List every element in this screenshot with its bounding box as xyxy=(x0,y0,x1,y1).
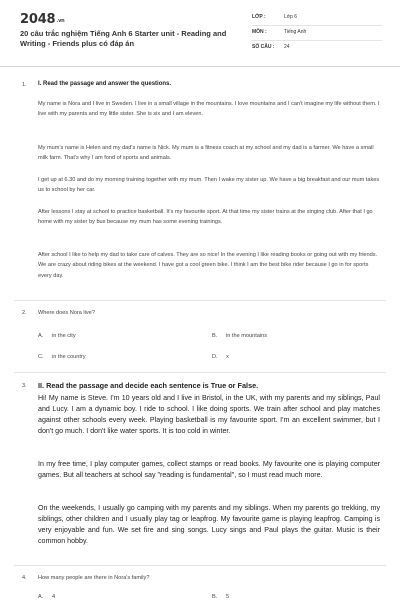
option-letter: A. xyxy=(38,333,44,339)
logo-suffix: .vn xyxy=(56,18,65,24)
option-a[interactable] xyxy=(38,333,76,339)
option-d[interactable] xyxy=(212,354,229,360)
question-text: Where does Nora live? xyxy=(38,310,95,316)
meta-label: MÔN : xyxy=(252,29,267,35)
meta-row-subject xyxy=(252,26,382,41)
question-title: II. Read the passage and decide each sentence is True or False. xyxy=(38,381,259,390)
question-title: I. Read the passage and answer the questions. xyxy=(38,81,172,87)
option-text: in the mountains xyxy=(226,333,268,339)
question-number: 3. xyxy=(22,383,27,389)
document-header xyxy=(0,0,400,67)
option-text: x xyxy=(226,354,229,360)
option-a[interactable] xyxy=(38,594,55,600)
option-text: 5 xyxy=(226,594,230,600)
option-text: in the city xyxy=(52,333,76,339)
option-text: in the country xyxy=(52,354,86,360)
question-divider xyxy=(14,565,386,566)
option-b[interactable] xyxy=(212,333,267,339)
question-number: 1. xyxy=(22,82,27,88)
option-letter: C. xyxy=(38,354,44,360)
passage-paragraph: I get up at 6.30 and do my morning training together with my mum. Then I wake my sister up. We have a big breakfast and our mum takes us to school by her car. xyxy=(38,177,380,194)
passage-paragraph: After lessons I stay at school to practice basketball. It's my favourite sport. At that time my sister trains at the singing club. After that I go home with my sister by bus because my mum has some evening trainings. xyxy=(38,209,373,226)
option-c[interactable] xyxy=(38,354,86,360)
meta-row-count xyxy=(252,41,382,55)
option-letter: D. xyxy=(212,354,218,360)
logo-main: 2048 xyxy=(20,12,56,27)
option-letter: B. xyxy=(212,594,218,600)
passage-paragraph: In my free time, I play computer games, collect stamps or read books. My favourite one is playing computer games. But all teachers at school say "reading is fundamental", so I must read much more. xyxy=(38,460,380,479)
document-meta xyxy=(252,11,382,55)
meta-value: Lớp 6 xyxy=(284,14,298,20)
option-text: 4 xyxy=(52,594,56,600)
meta-value: 24 xyxy=(284,44,290,50)
meta-label: LỚP : xyxy=(252,14,266,20)
question-number: 4. xyxy=(22,575,27,581)
site-logo[interactable] xyxy=(20,12,65,27)
question-divider xyxy=(14,372,386,373)
meta-row-class xyxy=(252,11,382,26)
option-letter: A. xyxy=(38,594,44,600)
question-number: 2. xyxy=(22,310,27,316)
question-text: How many people are there in Nora's family? xyxy=(38,575,150,581)
passage-paragraph: Hi! My name is Steve. I'm 10 years old and I live in Bristol, in the UK, with my parents and my siblings, Paul and Lucy. I am a dynamic boy. I ride to school. I like doing sports. We train after school and play matches against other schools every week. Playing basketball is my favourite sport. I'm an excellent swimmer, but I don't go much. I don't like water sports. It is too cold in winter. xyxy=(38,394,380,435)
option-letter: B. xyxy=(212,333,218,339)
meta-value: Tiếng Anh xyxy=(284,29,307,35)
passage-paragraph: On the weekends, I usually go camping with my parents and my siblings. When my parents go trekking, my siblings, other children and I usually play tag or leapfrog. My favourite game is playing leapfrog. Camping is very enjoyable and fun. We set fire and sing songs. Lucy sings and Paul plays the guitar. Music is their common hobby. xyxy=(38,504,380,545)
option-b[interactable] xyxy=(212,594,229,600)
passage-paragraph: After school I like to help my dad to take care of calves. They are so nice! In the evening I like reading books or going out with my friends. We are crazy about riding bikes at the weekend. I have got a cool green bike. I think I am the best bike rider because I go in for sports every day. xyxy=(38,252,378,279)
meta-label: SỐ CÂU : xyxy=(252,44,275,50)
passage-paragraph: My name is Nora and I live in Sweden. I live in a small village in the mountains. I love mountains and I can't imagine my life without them. I live with my parents and my little sister. She is six and I am eleven. xyxy=(38,101,380,118)
document-title: 20 câu trắc nghiệm Tiếng Anh 6 Starter unit - Reading and Writing - Friends plus có đáp án xyxy=(20,29,227,48)
question-divider xyxy=(14,300,386,301)
passage-paragraph: My mum's name is Helen and my dad's name is Nick. My mum is a fitness coach at my school and my dad is a farmer. We have a small milk farm. That's why I am fond of sports and animals. xyxy=(38,145,374,162)
